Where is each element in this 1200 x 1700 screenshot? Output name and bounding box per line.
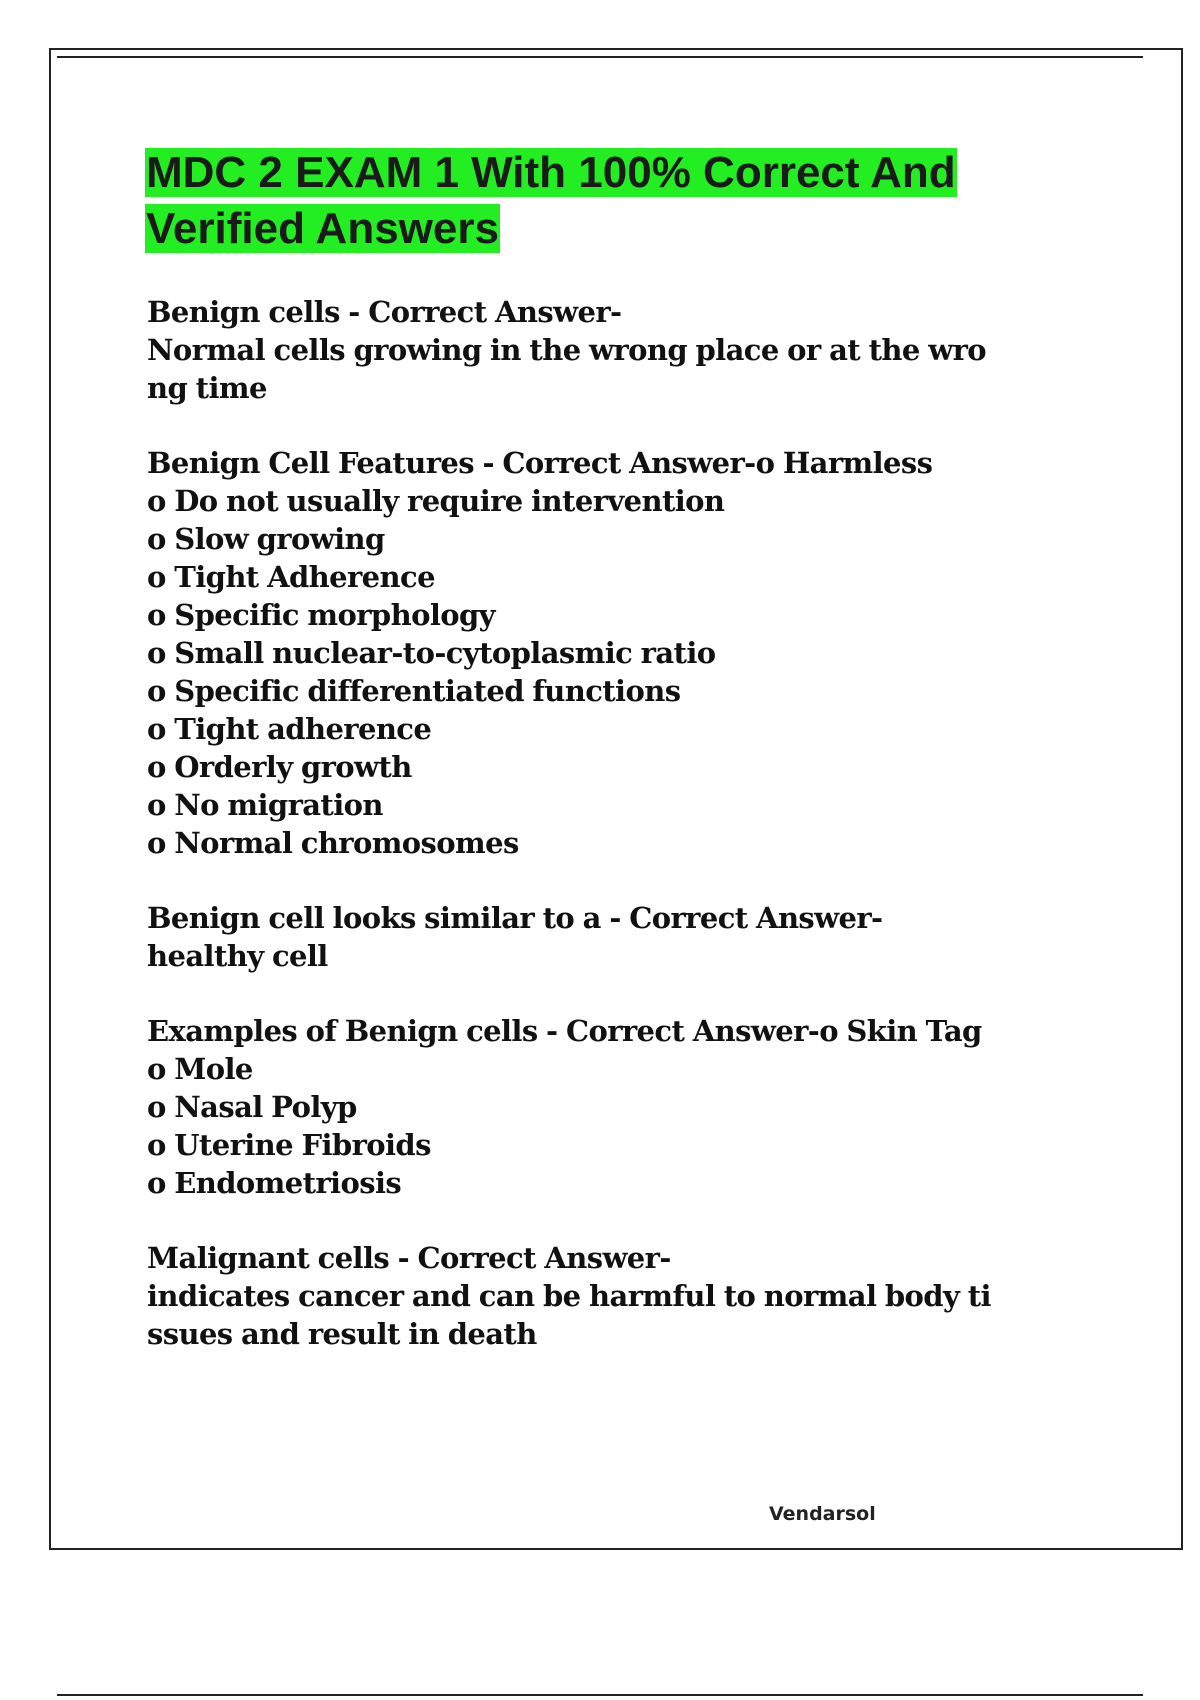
- qa-line: o Specific differentiated functions: [147, 674, 681, 708]
- qa-line: o Orderly growth: [147, 750, 412, 784]
- qa-line: ssues and result in death: [147, 1317, 537, 1351]
- qa-line: Malignant cells - Correct Answer-: [147, 1241, 671, 1275]
- qa-entry-malignant-cells: [147, 1239, 1097, 1353]
- qa-line: o Nasal Polyp: [147, 1090, 357, 1124]
- title-line-2: Verified Answers: [146, 204, 499, 253]
- qa-line: o Small nuclear-to-cytoplasmic ratio: [147, 636, 716, 670]
- header-rule: [57, 56, 1143, 58]
- title-line-1: MDC 2 EXAM 1 With 100% Correct And: [146, 148, 956, 197]
- qa-line: o Normal chromosomes: [147, 826, 519, 860]
- qa-line: Benign Cell Features - Correct Answer-o Harmless: [147, 446, 933, 480]
- qa-entry-benign-cell-features: [147, 444, 1097, 862]
- qa-line: o No migration: [147, 788, 383, 822]
- qa-line: o Uterine Fibroids: [147, 1128, 431, 1162]
- qa-entry-benign-cells: [147, 293, 1097, 407]
- qa-line: indicates cancer and can be harmful to normal body ti: [147, 1279, 991, 1313]
- qa-line: o Mole: [147, 1052, 253, 1086]
- qa-line: Benign cell looks similar to a - Correct Answer-: [147, 901, 883, 935]
- footer-author: Vendarsol: [769, 1503, 876, 1525]
- qa-line: ng time: [147, 371, 267, 405]
- qa-line: Normal cells growing in the wrong place or at the wro: [147, 333, 986, 367]
- qa-line: o Do not usually require intervention: [147, 484, 725, 518]
- qa-line: o Specific morphology: [147, 598, 495, 632]
- footer-rule: [57, 1694, 1143, 1696]
- document-title: [145, 145, 1045, 257]
- qa-line: o Tight Adherence: [147, 560, 435, 594]
- qa-line: healthy cell: [147, 939, 328, 973]
- qa-entry-benign-examples: [147, 1012, 1097, 1202]
- qa-line: Examples of Benign cells - Correct Answer-o Skin Tag: [147, 1014, 982, 1048]
- qa-line: o Slow growing: [147, 522, 385, 556]
- qa-content: [147, 293, 1097, 1390]
- qa-line: o Tight adherence: [147, 712, 432, 746]
- qa-line: Benign cells - Correct Answer-: [147, 295, 622, 329]
- qa-line: o Endometriosis: [147, 1166, 402, 1200]
- qa-entry-benign-similar: [147, 899, 1097, 975]
